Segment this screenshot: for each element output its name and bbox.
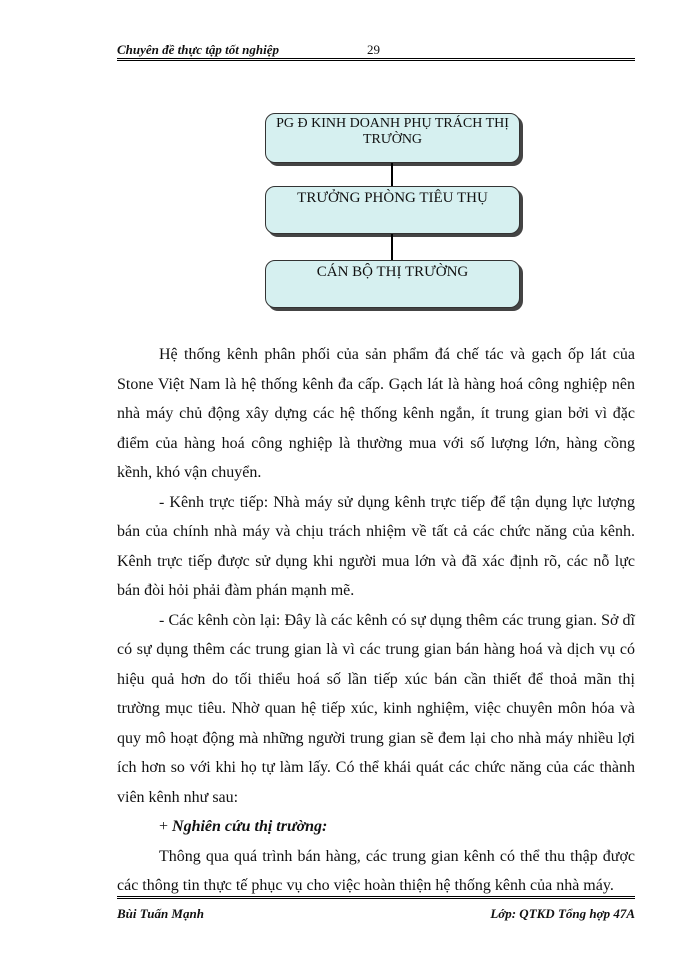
header-rule-2 [117, 60, 635, 61]
paragraph-1: Hệ thống kênh phân phối của sản phẩm đá chế tác và gạch ốp lát của Stone Việt Nam là hệ thống kênh đa cấp. Gạch lát là hàng hoá công nghiệp nên nhà máy chủ động xây dựng các hệ thống kênh ngắn, ít trung gian bởi vì đặc điểm của hàng hoá công nghiệp là thường mua với số lượng lớn, hàng cồng kềnh, khó vận chuyển. [117, 346, 635, 481]
paragraph-2: - Kênh trực tiếp: Nhà máy sử dụng kênh trực tiếp để tận dụng lực lượng bán của chính nhà máy và chịu trách nhiệm về tất cả các chức năng của kênh. Kênh trực tiếp được sử dụng khi người mua lớn và đã xác định rõ, các nỗ lực bán đòi hỏi phải đàm phán mạnh mẽ. [117, 493, 635, 599]
paragraph-4: Thông qua quá trình bán hàng, các trung gian kênh có thể thu thập được các thông tin thực tế phục vụ cho việc hoàn thiện hệ thống kênh của nhà máy. [117, 847, 635, 894]
subheading-text: Nghiên cứu thị trường: [172, 818, 328, 835]
org-box-label: CÁN BỘ THỊ TRƯỜNG [316, 264, 469, 280]
subheading-prefix: + [159, 818, 173, 835]
org-box-sales-head [265, 186, 520, 234]
header-rule [117, 58, 635, 59]
footer-rule [117, 896, 635, 897]
org-box-market-staff [265, 260, 520, 308]
org-connector [391, 163, 393, 186]
page-number: 29 [367, 42, 380, 57]
org-box-label: PG Đ KINH DOANH PHỤ TRÁCH THỊ TRƯỜNG [276, 116, 509, 147]
footer-author: Bùi Tuấn Mạnh [117, 906, 204, 921]
org-box-market-director [265, 113, 520, 163]
org-box-label: TRƯỞNG PHÒNG TIÊU THỤ [297, 190, 488, 206]
subheading [117, 812, 635, 842]
paragraph-3: - Các kênh còn lại: Đây là các kênh có sự dụng thêm các trung gian. Sở dĩ có sự dụng thêm các trung gian là vì các trung gian bán hàng hoá và dịch vụ có hiệu quả hơn do tối thiểu hoá số lần tiếp xúc bán cần thiết để thoả mãn thị trường mục tiêu. Nhờ quan hệ tiếp xúc, kinh nghiệm, việc chuyên môn hóa và quy mô hoạt động mà những người trung gian sẽ đem lại cho nhà máy nhiều lợi ích hơn so với khi họ tự làm lấy. Có thể khái quát các chức năng của các thành viên kênh như sau: [117, 611, 635, 806]
footer-rule-2 [117, 898, 635, 899]
header-title: Chuyên đề thực tập tốt nghiệp [117, 42, 279, 57]
body-text [117, 340, 635, 901]
footer-class: Lớp: QTKD Tổng hợp 47A [490, 906, 635, 921]
org-connector [391, 234, 393, 260]
